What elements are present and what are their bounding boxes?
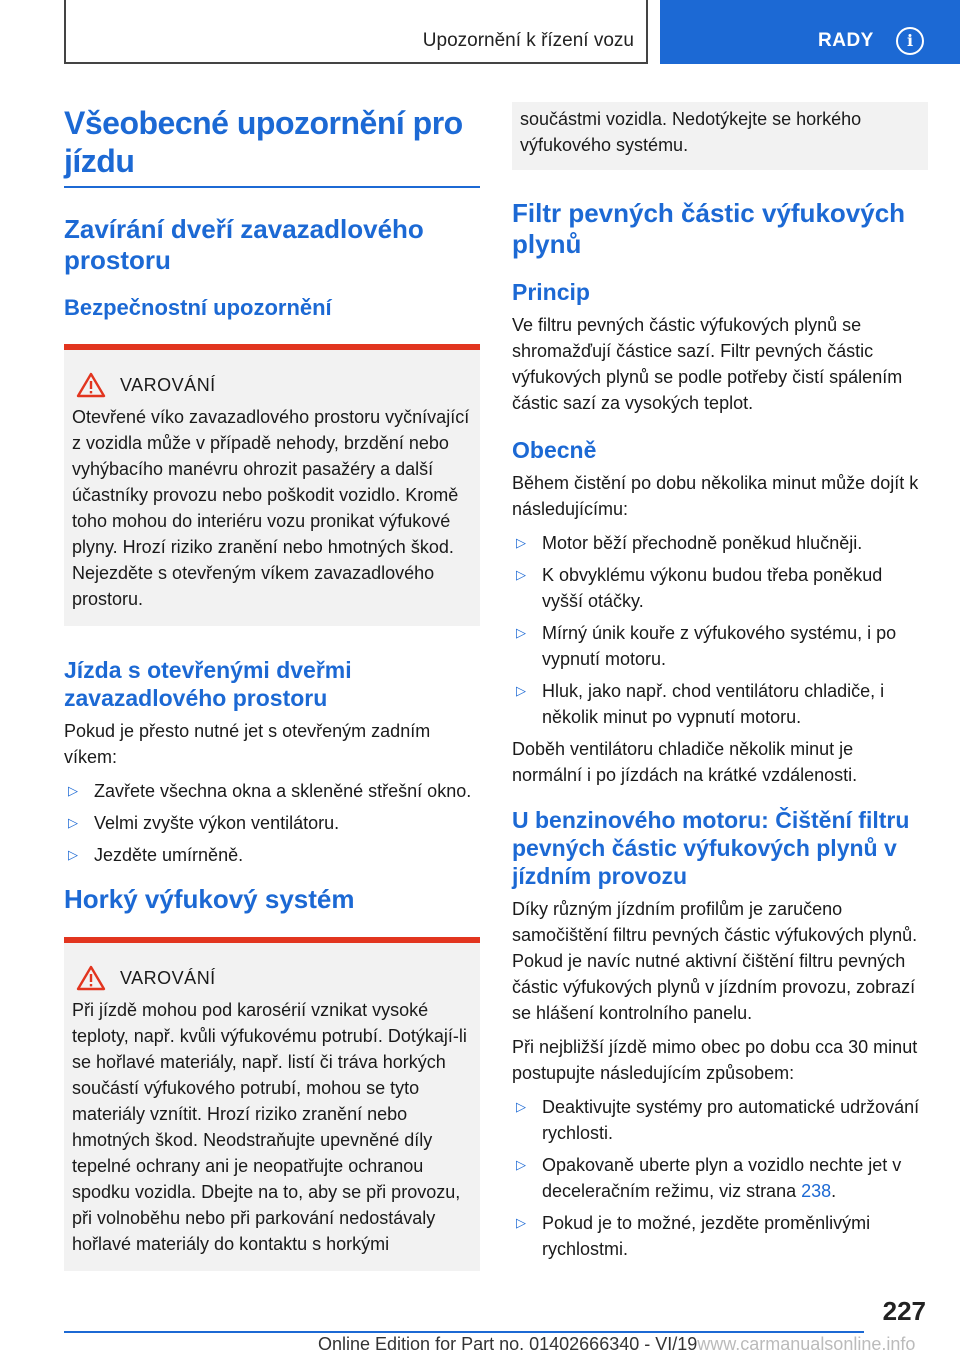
triangle-bullet-icon: ▷ (68, 815, 78, 830)
warning-triangle-icon (76, 965, 106, 991)
triangle-bullet-icon: ▷ (68, 783, 78, 798)
section-heading-particle-filter: Filtr pevných částic výfukových plynů (512, 198, 906, 259)
warning-text: Při jízdě mohou pod karosérií vznikat vysoké teploty, např. kvůli výfukovému potrubí. Dotýkají-li se hořlavé materiály, např. listí či tráva horkých součástí výfukového potrubí, mohou se tyto materiály vznítit. Hrozí riziko zranění nebo hmotných škod. Neodstraňujte upevněné díly tepelné ochrany ani je neopatřujte ochranou spodku vozidla. Dbejte na to, aby se při provozu, při volnoběhu nebo při parkování nedostávaly hořlavé materiály do kontaktu s horkými (72, 1000, 467, 1254)
list-item: ▷ Deaktivujte systémy pro automatické udržování rychlosti. (512, 1094, 928, 1146)
general-intro: Během čistění po dobu několika minut může dojít k následujícímu: (512, 473, 919, 519)
list-item: ▷ Velmi zvyšte výkon ventilátoru. (64, 810, 480, 836)
subheading-driving-open: Jízda s otevřenými dveřmi zavazadlového prostoru (64, 657, 352, 711)
triangle-bullet-icon: ▷ (516, 625, 526, 640)
page-reference-link[interactable]: 238 (801, 1181, 832, 1201)
header-chapter-title: Upozornění k řízení vozu (422, 30, 634, 51)
triangle-bullet-icon: ▷ (516, 535, 526, 550)
footer-edition (318, 1334, 915, 1355)
triangle-bullet-icon: ▷ (516, 683, 526, 698)
warning-box-trunk (64, 344, 480, 626)
list-item: ▷ Zavřete všechna okna a skleněné střešní okno. (64, 778, 480, 804)
principle-text: Ve filtru pevných částic výfukových plynů se shromažďují částice sazí. Filtr pevných částic výfukových plynů se podle potřeby čistí spálením částic sazí za vysokých teplot. (512, 315, 903, 413)
petrol-list (512, 1094, 928, 1262)
section-heading-trunk: Zavírání dveří zavazadlového prostoru (64, 214, 424, 275)
warning-text: Otevřené víko zavazadlového prostoru vyčnívající z vozidla může v případě nehody, brzdění nebo vyhýbacího manévru ohrozit pasažéry a další účastníky provozu nebo poškodit vozidlo. Kromě toho mohou do interiéru vozu pronikat výfukové plyny. Hrozí riziko zranění nebo hmotných škod. Nejezděte s otevřeným víkem zavazadlového prostoru. (72, 407, 470, 609)
list-item: ▷ Opakovaně uberte plyn a vozidlo nechte jet v deceleračním režimu, viz strana 238. (512, 1152, 928, 1204)
triangle-bullet-icon: ▷ (516, 1215, 526, 1230)
header-section-tab[interactable] (660, 0, 960, 64)
list-item: ▷ Jezděte umírněně. (64, 842, 480, 868)
footer-divider (64, 1331, 864, 1333)
list-item: ▷ Pokud je to možné, jezděte proměnlivými rychlostmi. (512, 1210, 928, 1262)
list-item: ▷ Hluk, jako např. chod ventilátoru chladiče, i několik minut po vypnutí motoru. (512, 678, 928, 730)
page-number: 227 (882, 1296, 926, 1326)
triangle-bullet-icon: ▷ (516, 567, 526, 582)
warning-continuation-box (512, 102, 928, 170)
subheading-general: Obecně (512, 437, 597, 463)
warning-title: VAROVÁNÍ (120, 374, 216, 395)
title-divider (64, 186, 480, 188)
list-item: ▷ Motor běží přechodně poněkud hlučněji. (512, 530, 928, 556)
warning-title: VAROVÁNÍ (120, 967, 216, 988)
header-chapter-box (64, 0, 648, 64)
section-heading-hot-exhaust: Horký výfukový systém (64, 884, 355, 914)
subheading-petrol-cleaning: U benzinového motoru: Čištění filtru pevných částic výfukových plynů v jízdním provozu (512, 807, 910, 889)
right-column (512, 102, 928, 1268)
info-icon[interactable]: i (896, 27, 924, 55)
list-item: ▷ K obvyklému výkonu budou třeba poněkud vyšší otáčky. (512, 562, 928, 614)
driving-list (64, 778, 480, 868)
page-title: Všeobecné upozornění pro jízdu (64, 105, 463, 179)
header-section-label[interactable]: RADY (818, 30, 874, 51)
triangle-bullet-icon: ▷ (516, 1099, 526, 1114)
subheading-principle: Princip (512, 279, 590, 305)
triangle-bullet-icon: ▷ (516, 1157, 526, 1172)
list-item: ▷ Mírný únik kouře z výfukového systému, i po vypnutí motoru. (512, 620, 928, 672)
left-column (64, 100, 480, 1271)
footer-watermark: www.carmanualsonline.info (697, 1334, 916, 1354)
safety-heading: Bezpečnostní upozornění (64, 295, 332, 320)
warning-continuation-text: součástmi vozidla. Nedotýkejte se horkého výfukového systému. (520, 109, 862, 155)
general-list (512, 530, 928, 730)
petrol-paragraph-2: Při nejbližší jízdě mimo obec po dobu cca 30 minut postupujte následujícím způsobem: (512, 1037, 918, 1083)
petrol-paragraph-1: Díky různým jízdním profilům je zaručeno samočištění filtru pevných částic výfukových plynů. Pokud je navíc nutné aktivní čištění filtru pevných částic výfukových plynů v jízdním provozu, zobrazí se hlášení kontrolního panelu. (512, 899, 918, 1023)
general-outro: Doběh ventilátoru chladiče několik minut je normální i po jízdách na krátké vzdálenosti. (512, 739, 858, 785)
warning-box-exhaust (64, 937, 480, 1271)
warning-triangle-icon (76, 372, 106, 398)
footer-edition-text: Online Edition for Part no. 01402666340 - VI/19 (318, 1334, 698, 1354)
driving-intro: Pokud je přesto nutné jet s otevřeným zadním víkem: (64, 721, 431, 767)
triangle-bullet-icon: ▷ (68, 847, 78, 862)
